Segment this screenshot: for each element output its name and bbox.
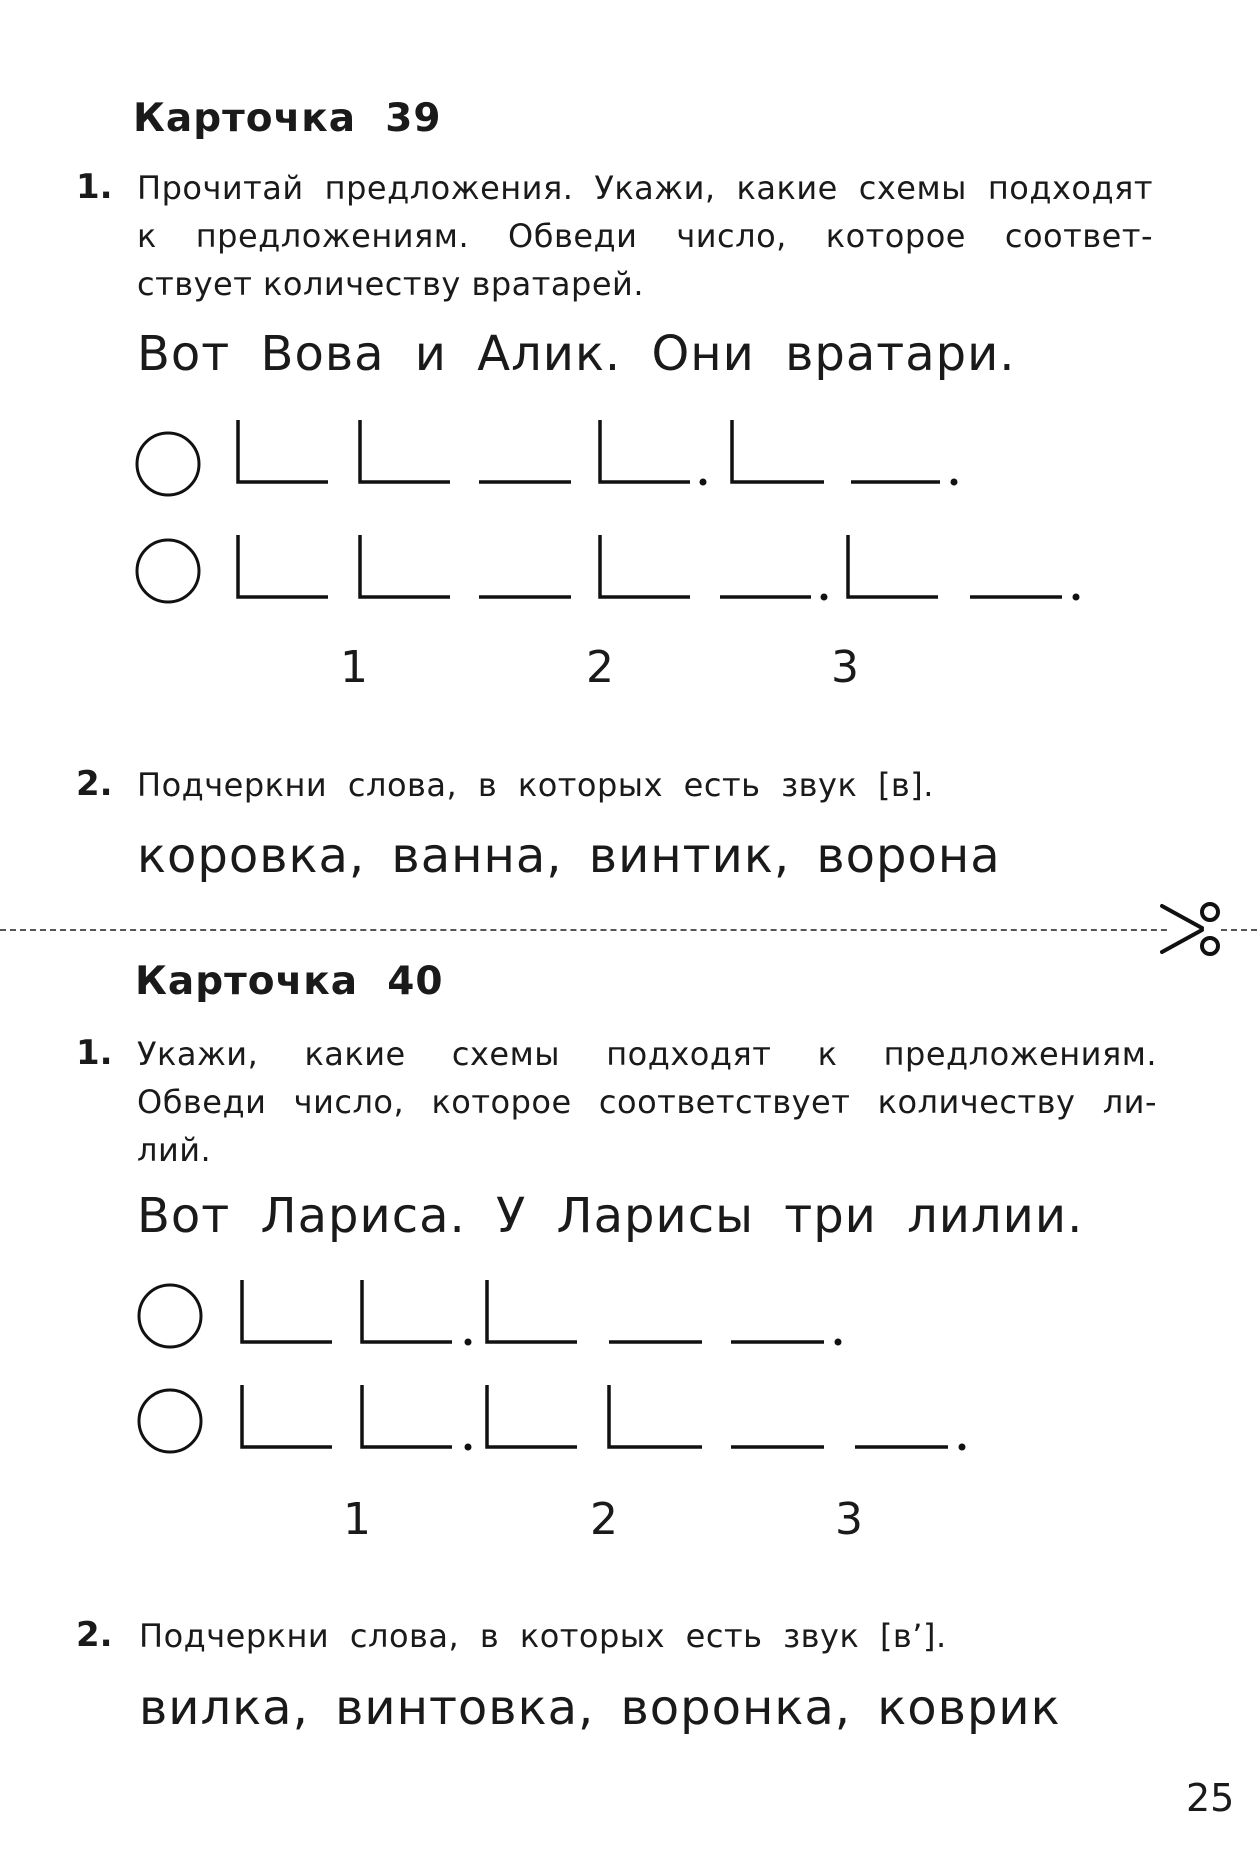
task-1-instruction <box>137 1030 1157 1174</box>
reading-sentence: Вот Вова и Алик. Они вратари. <box>137 326 1016 382</box>
capitalized-word-box <box>362 1385 452 1447</box>
capitalized-word-box <box>848 535 938 597</box>
page-number: 25 <box>1186 1776 1235 1820</box>
period-dot <box>821 594 828 601</box>
reading-sentence: Вот Лариса. У Ларисы три лилии. <box>137 1188 1084 1244</box>
capitalized-word-box <box>609 1385 702 1447</box>
card-39-title: Карточка 39 <box>133 96 442 141</box>
period-dot <box>835 1339 842 1346</box>
answer-circle <box>137 540 199 602</box>
scissors-icon <box>1158 898 1228 960</box>
period-dot <box>700 479 707 486</box>
period-dot <box>951 479 958 486</box>
task-2-number: 2. <box>76 1615 113 1655</box>
choice-number-2[interactable]: 2 <box>586 642 614 693</box>
task-1-number: 1. <box>76 1033 113 1073</box>
task-1-number: 1. <box>76 167 113 207</box>
period-dot <box>959 1444 966 1451</box>
capitalized-word-box <box>238 420 328 482</box>
choice-number-1[interactable]: 1 <box>343 1494 371 1545</box>
capitalized-word-box <box>238 535 328 597</box>
word-list: вилка, винтовка, воронка, коврик <box>139 1680 1061 1736</box>
capitalized-word-box <box>600 420 690 482</box>
choice-number-2[interactable]: 2 <box>590 1494 618 1545</box>
instruction-line: Укажи, какие схемы подходят к предложениям. <box>137 1035 1157 1073</box>
instruction-line: лий. <box>137 1131 212 1169</box>
task-2-instruction: Подчеркни слова, в которых есть звук [в]. <box>137 766 934 804</box>
instruction-line: Прочитай предложения. Укажи, какие схемы подходят <box>137 169 1153 207</box>
cut-line <box>0 929 1257 931</box>
word-list: коровка, ванна, винтик, ворона <box>137 828 1001 884</box>
capitalized-word-box <box>600 535 690 597</box>
capitalized-word-box <box>732 420 824 482</box>
choice-number-3[interactable]: 3 <box>835 1494 863 1545</box>
task-2-number: 2. <box>76 764 113 804</box>
instruction-line: Обведи число, которое соответствует количеству ли- <box>137 1083 1157 1121</box>
capitalized-word-box <box>242 1280 332 1342</box>
instruction-line: к предложениям. Обведи число, которое соответ- <box>137 217 1153 255</box>
period-dot <box>465 1339 472 1346</box>
card-40-title: Карточка 40 <box>135 959 444 1004</box>
capitalized-word-box <box>360 535 450 597</box>
sentence-scheme-option-2 <box>130 1385 1110 1465</box>
period-dot <box>465 1444 472 1451</box>
capitalized-word-box <box>360 420 450 482</box>
choice-number-1[interactable]: 1 <box>340 642 368 693</box>
capitalized-word-box <box>362 1280 452 1342</box>
capitalized-word-box <box>487 1385 577 1447</box>
sentence-scheme-option-1 <box>130 420 1010 500</box>
sentence-scheme-option-2 <box>130 535 1090 615</box>
period-dot <box>1073 594 1080 601</box>
capitalized-word-box <box>242 1385 332 1447</box>
answer-circle <box>137 433 199 495</box>
sentence-scheme-option-1 <box>130 1280 990 1360</box>
capitalized-word-box <box>487 1280 577 1342</box>
task-1-instruction <box>137 164 1153 308</box>
instruction-line: ствует количеству вратарей. <box>137 265 644 303</box>
answer-circle <box>139 1285 201 1347</box>
answer-circle <box>139 1390 201 1452</box>
task-2-instruction: Подчеркни слова, в которых есть звук [в’]. <box>139 1617 947 1655</box>
choice-number-3[interactable]: 3 <box>831 642 859 693</box>
